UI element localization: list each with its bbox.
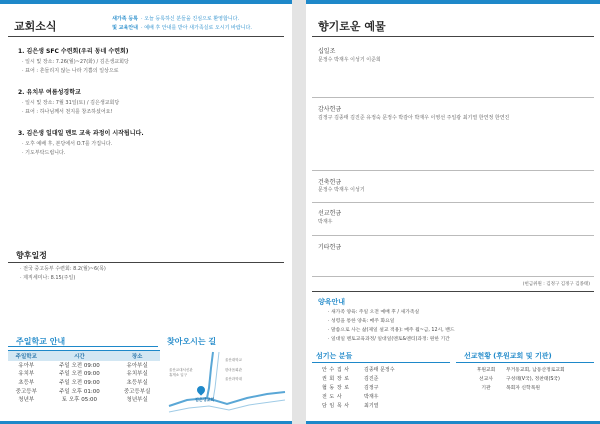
other-offering-label: 기타헌금 bbox=[318, 244, 342, 251]
mission-divider bbox=[456, 362, 594, 363]
thanks-label: 감사헌금 bbox=[318, 106, 342, 113]
new-family-description: · 오늘 등록하신 분들을 진심으로 환영합니다. · 예배 후 안내를 받아 새가족실로 오시기 바랍니다. bbox=[141, 15, 252, 33]
tithe-names: 문정수 박재우 이성기 이준희 bbox=[318, 57, 381, 63]
news-item: 3. 김은생 일대일 멘토 교육 과정이 시작됩니다. · 오후 예배 후, 본당에서 O.T를 가집니다. · 기도부탁드립니다. bbox=[18, 130, 144, 156]
left-page bbox=[0, 0, 292, 424]
guide-title: 양육안내 bbox=[318, 298, 346, 306]
top-accent-bar bbox=[306, 0, 600, 4]
new-family-tag: 새가족 등록 및 교육안내 bbox=[112, 16, 138, 31]
mission-title: 선교현황 (후원교회 및 기관) bbox=[464, 352, 552, 360]
news-list bbox=[18, 46, 286, 169]
mission-offering-label: 선교헌금 bbox=[318, 210, 342, 217]
thanks-names: 김정구 김종태 김진준 유정숙 문정수 박감아 박재우 이영선 주일광 최기열 한연정 한연진 bbox=[318, 115, 510, 121]
list-item: 후원교회 무거동교회, 남동산정로교회 bbox=[476, 368, 565, 373]
guide-list: · 새가족 양육: 주일 오전 예배 후 / 새가족실 · 성령을 통한 양육: 매주 화요일 · 말씀으로 사는 삶(제일 설교 적용): 매주 월~금, 12시, 밴드 · 일대일 멘토교육과정/ 일대일(멘토&멘티)과정: 원한 기간 bbox=[328, 310, 455, 342]
news-item: 2. 유치부 여름성경학교 · 일시 및 장소: 7월 31일(토) / 김은생교회당 · 표어 : 하나님께서 천지를 창조하셨어요! bbox=[18, 89, 120, 115]
map-right-labels: 울산대학교 한마음회관 울산과학대 bbox=[225, 358, 242, 381]
news-item: 1. 김은생 SFC 수련회(우리 동네 수련회) · 일시 및 장소: 7.26(월)~27(화) / 김은생교회당 · 표어 : 흔들리지 않는 나라 기쁨의 일상으로 bbox=[18, 48, 129, 74]
list-item: 담 임 목 사 최기열 bbox=[322, 403, 379, 409]
map-left-labels: 울산교대서신관 휴게소 입구 bbox=[169, 368, 193, 377]
offering-divider bbox=[312, 202, 594, 203]
list-item: 기관 목회자 신학묵원 bbox=[481, 386, 540, 391]
offerings-divider bbox=[312, 36, 594, 37]
offerings-title: 향기로운 예물 bbox=[318, 20, 386, 33]
map-church-label: 김은생교회 bbox=[195, 397, 215, 402]
list-item: 선교사 구성태(V국), 정찬태(S국) bbox=[479, 377, 560, 382]
list-item: 안 수 집 사 김종태 문정수 bbox=[322, 367, 395, 373]
schedule-title: 향후일정 bbox=[16, 251, 47, 260]
list-item: 권 회 장 로 김진준 bbox=[322, 376, 379, 382]
sunday-divider bbox=[8, 346, 158, 347]
offering-committee: (헌금위원 : 김정구 김정구 김종태) bbox=[522, 282, 590, 287]
tithe-label: 십일조 bbox=[318, 48, 336, 55]
table-row: 유치부 주일 오전 09:00 유치부실 bbox=[18, 371, 148, 378]
directions-title: 찾아오시는 길 bbox=[167, 337, 217, 346]
list-item: 전 도 사 박재우 bbox=[322, 394, 379, 400]
schedule-divider bbox=[8, 262, 284, 263]
sunday-school-title: 주일학교 안내 bbox=[16, 337, 66, 346]
table-row: 중고등부 주일 오후 01:00 중고등부실 bbox=[15, 388, 151, 395]
list-item: 협 동 장 로 김정구 bbox=[322, 385, 379, 391]
schedule-list: · 전국 중고등부 수련회: 8.2(월)~6(목) · 제직세미나: 8.15(주일) bbox=[20, 266, 106, 281]
servants-list bbox=[322, 366, 395, 411]
sunday-school-table bbox=[8, 350, 160, 403]
offering-divider bbox=[312, 97, 594, 98]
servants-title: 섬기는 분들 bbox=[316, 352, 353, 360]
table-row: 유아부 주일 오전 09:00 유아부실 bbox=[18, 362, 148, 369]
mission-offering-names: 박재우 bbox=[318, 219, 333, 225]
offering-divider bbox=[312, 170, 594, 171]
offering-divider bbox=[312, 235, 594, 236]
top-accent-bar bbox=[0, 0, 292, 4]
table-row: 청년부 토 오후 05:00 청년부실 bbox=[18, 397, 148, 404]
mission-list bbox=[466, 366, 565, 393]
servants-divider bbox=[312, 362, 450, 363]
directions-map bbox=[167, 348, 287, 416]
news-divider bbox=[8, 36, 284, 37]
building-names: 문정수 박재우 이성기 bbox=[318, 187, 365, 193]
table-row: 초등부 주일 오전 09:00 초등부실 bbox=[18, 379, 148, 386]
right-page bbox=[306, 0, 600, 424]
church-news-title: 교회소식 bbox=[14, 20, 57, 33]
table-header-row: 주일학교 시간 장소 bbox=[8, 351, 160, 361]
building-label: 건축헌금 bbox=[318, 179, 342, 186]
offering-divider bbox=[312, 276, 594, 277]
guide-divider bbox=[312, 291, 594, 292]
